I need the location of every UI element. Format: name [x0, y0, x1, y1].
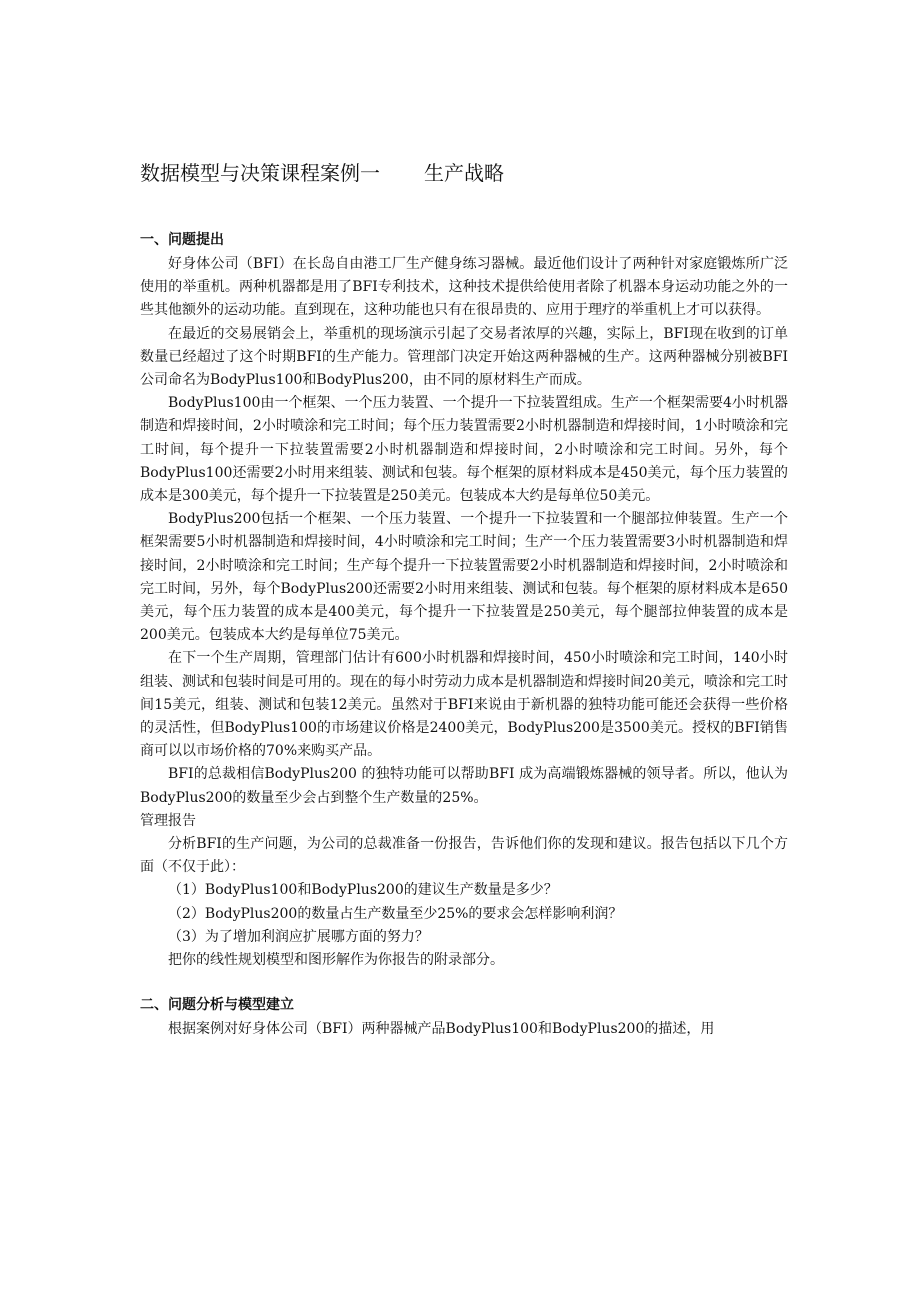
paragraph: BFI的总裁相信BodyPlus200 的独特功能可以帮助BFI 成为高端锻炼器械的领导者。所以，他认为BodyPlus200的数量至少会占到整个生产数量的25%。: [140, 766, 788, 806]
title-sub: 生产战略: [424, 161, 504, 185]
section-heading: 二、问题分析与模型建立: [140, 997, 294, 1014]
section-heading: 一、问题提出: [140, 232, 224, 248]
report-label: 管理报告: [140, 812, 196, 829]
paragraph: BodyPlus200包括一个框架、一个压力装置、一个提升一下拉装置和一个腿部拉伸装置。生产一个框架需要5小时机器制造和焊接时间，4小时喷涂和完工时间；生产一个压力装置需要3小时机器制造和焊接时间，2小时喷涂和完工时间；生产每个提升一下拉装置需要2小时机器制造和焊接时间，2小时喷涂和完工时间，另外，每个BodyPlus200还需要2小时用来组装、测试和包装。每个框架的原材料成本是650美元，每个压力装置的成本是400美元，每个提升一下拉装置是250美元，每个腿部拉伸装置的成本是200美元。包装成本大约是每单位75美元。: [140, 511, 788, 644]
question-item: （3）为了增加利润应扩展哪方面的努力？: [168, 928, 429, 945]
document-title: [140, 158, 788, 188]
section-analysis: [140, 995, 788, 1041]
section-spacer: [140, 972, 788, 995]
question-item: （1）BodyPlus100和BodyPlus200的建议生产数量是多少？: [168, 882, 558, 899]
paragraph: 根据案例对好身体公司（BFI）两种器械产品BodyPlus100和BodyPlus200的描述，用: [168, 1021, 715, 1038]
report-intro: 分析BFI的生产问题，为公司的总裁准备一份报告，告诉他们你的发现和建议。报告包括以下几个方面（不仅于此）：: [140, 836, 788, 876]
question-item: （2）BodyPlus200的数量占生产数量至少25%的要求会怎样影响利润？: [168, 905, 623, 922]
paragraph: BodyPlus100由一个框架、一个压力装置、一个提升一下拉装置组成。生产一个框架需要4小时机器制造和焊接时间，2小时喷涂和完工时间；每个压力装置需要2小时机器制造和焊接时间，1小时喷涂和完工时间，每个提升一下拉装置需要2小时机器制造和焊接时间，2小时喷涂和完工时间。另外，每个BodyPlus100还需要2小时用来组装、测试和包装。每个框架的原材料成本是450美元，每个压力装置的成本是300美元，每个提升一下拉装置是250美元。包装成本大约是每单位50美元。: [140, 395, 788, 505]
document-page: [140, 158, 788, 1042]
paragraph: 在下一个生产周期，管理部门估计有600小时机器和焊接时间，450小时喷涂和完工时间，140小时组装、测试和包装时间是可用的。现在的每小时劳动力成本是机器制造和焊接时间20美元，喷涂和完工时间15美元，组装、测试和包装12美元。虽然对于BFI来说由于新机器的独特功能可能还会获得一些价格的灵活性，但BodyPlus100的市场建议价格是2400美元，BodyPlus200是3500美元。授权的BFI销售商可以以市场价格的70%来购买产品。: [140, 650, 788, 760]
appendix-note: 把你的线性规划模型和图形解作为你报告的附录部分。: [168, 952, 504, 969]
title-main: 数据模型与决策课程案例一: [140, 161, 380, 185]
paragraph: 好身体公司（BFI）在长岛自由港工厂生产健身练习器械。最近他们设计了两种针对家庭锻炼所广泛使用的举重机。两种机器都是用了BFI专利技术，这种技术提供给使用者除了机器本身运动功能之外的一些其他额外的运动功能。直到现在，这种功能也只有在很昂贵的、应用于理疗的举重机上才可以获得。: [140, 256, 788, 319]
paragraph: 在最近的交易展销会上，举重机的现场演示引起了交易者浓厚的兴趣，实际上，BFI现在收到的订单数量已经超过了这个时期BFI的生产能力。管理部门决定开始这两种器械的生产。这两种器械分别被BFI 公司命名为BodyPlus100和BodyPlus200，由不同的原材料生产而成。: [140, 325, 788, 389]
section-problem: [140, 230, 788, 972]
